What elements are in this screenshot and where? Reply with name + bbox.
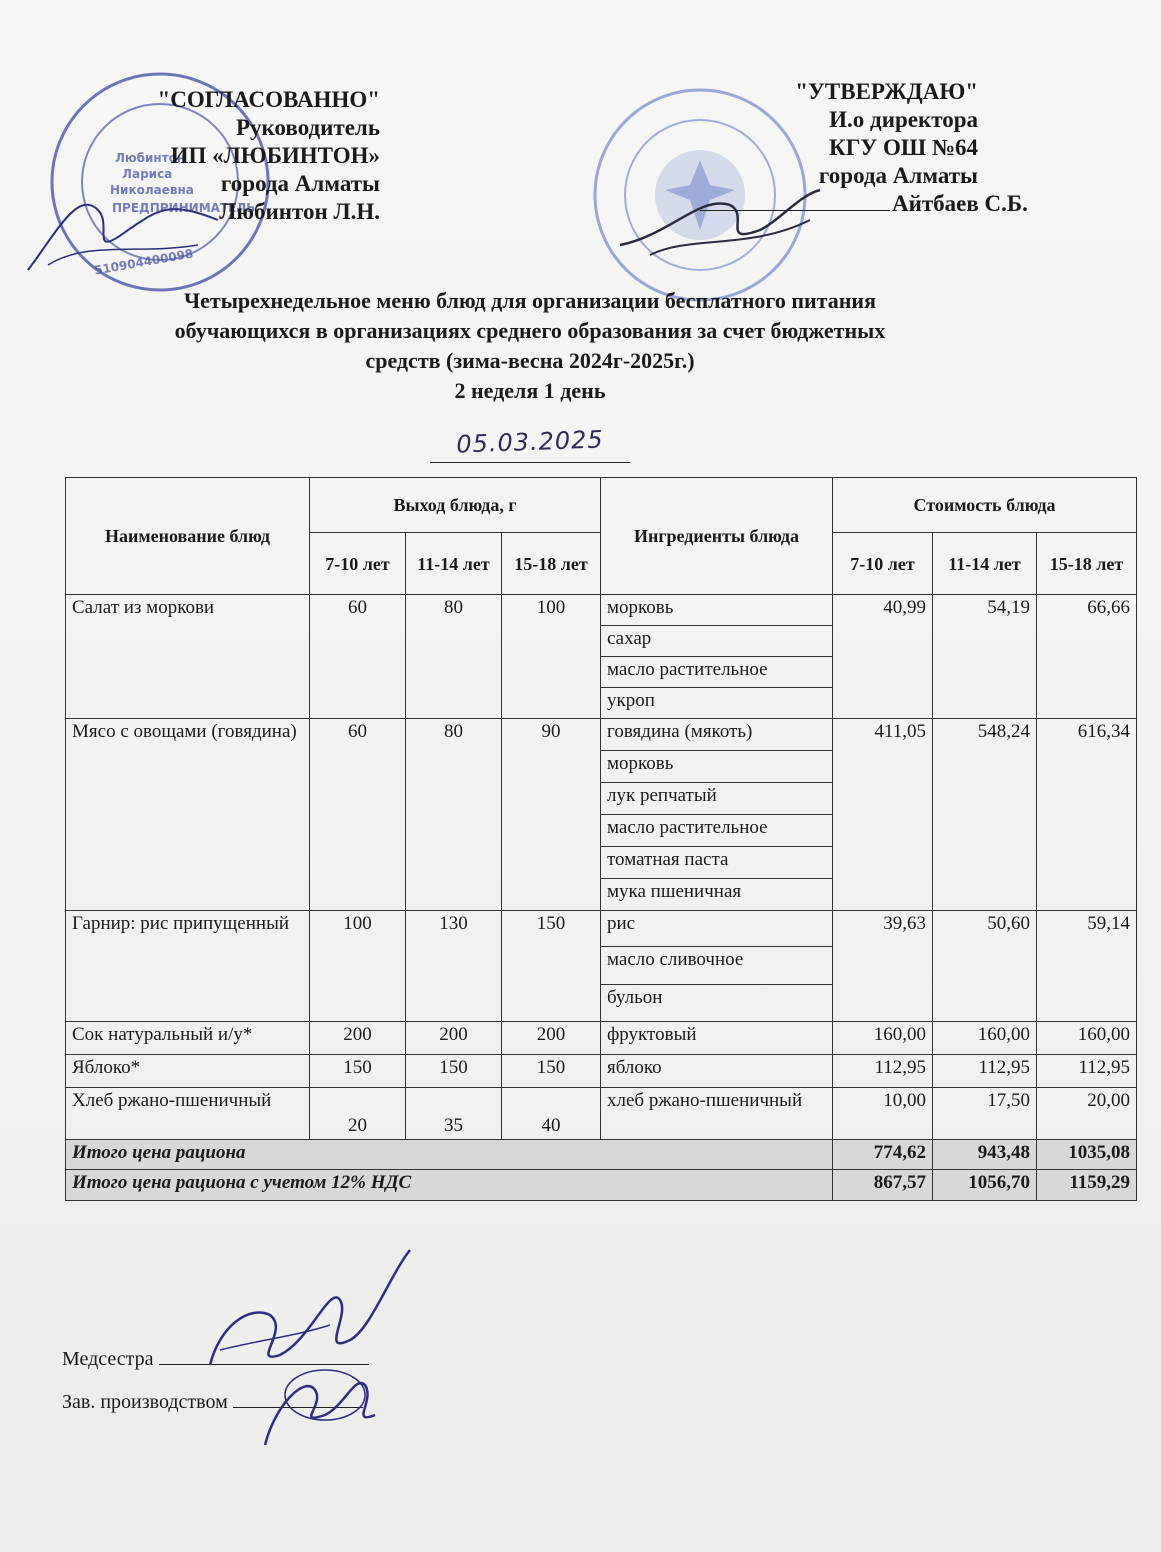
output-11-14: 150	[406, 1055, 502, 1088]
col-header-cost-7-10: 7-10 лет	[833, 533, 933, 595]
output-11-14: 200	[406, 1022, 502, 1055]
output-11-14: 35	[406, 1088, 502, 1140]
ingredient: морковь	[601, 751, 833, 783]
menu-table	[65, 477, 1137, 1201]
title-line-1: Четырехнедельное меню блюд для организации бесплатного питания	[183, 288, 876, 313]
ingredient: сахар	[601, 626, 833, 657]
cost-7-10: 411,05	[833, 719, 933, 911]
output-7-10: 60	[310, 719, 406, 911]
table-row	[66, 595, 1137, 626]
output-15-18: 150	[502, 911, 601, 1022]
approve-org: КГУ ОШ №64	[829, 135, 978, 160]
col-header-age-11-14: 11-14 лет	[406, 533, 502, 595]
signature-line	[700, 192, 890, 211]
output-7-10: 150	[310, 1055, 406, 1088]
table-row	[66, 719, 1137, 751]
cost-11-14: 50,60	[933, 911, 1037, 1022]
cost-7-10: 39,63	[833, 911, 933, 1022]
document-title	[70, 286, 990, 406]
agreed-position: Руководитель	[236, 115, 380, 140]
col-header-name: Наименование блюд	[66, 478, 310, 595]
dish-name: Гарнир: рис припущенный	[66, 911, 310, 1022]
approve-person-line	[700, 190, 1028, 218]
cost-7-10: 112,95	[833, 1055, 933, 1088]
title-line-4: 2 неделя 1 день	[454, 378, 606, 403]
ingredient: морковь	[601, 595, 833, 626]
col-header-cost-15-18: 15-18 лет	[1037, 533, 1137, 595]
ingredient: масло растительное	[601, 657, 833, 688]
ingredient: масло растительное	[601, 815, 833, 847]
cost-15-18: 616,34	[1037, 719, 1137, 911]
date-text: 05.03.2025	[455, 425, 605, 459]
handwritten-date	[430, 425, 630, 463]
output-15-18: 200	[502, 1022, 601, 1055]
output-15-18: 40	[502, 1088, 601, 1140]
agreed-company: ИП «ЛЮБИНТОН»	[170, 143, 380, 168]
approve-label: "УТВЕРЖДАЮ"	[795, 79, 978, 104]
total-row	[66, 1140, 1137, 1170]
total-vat-label: Итого цена рациона с учетом 12% НДС	[66, 1170, 833, 1201]
cost-11-14: 160,00	[933, 1022, 1037, 1055]
ingredient: хлеб ржано-пшеничный	[601, 1088, 833, 1140]
output-11-14: 80	[406, 719, 502, 911]
ingredient: яблоко	[601, 1055, 833, 1088]
production-head-label: Зав. производством	[62, 1391, 228, 1413]
approve-position: И.о директора	[829, 107, 978, 132]
signature-production-head	[255, 1345, 395, 1455]
ingredient: лук репчатый	[601, 783, 833, 815]
svg-text:Лариса: Лариса	[122, 167, 173, 181]
total-vat-row	[66, 1170, 1137, 1201]
agreed-label: "СОГЛАСОВАННО"	[157, 87, 380, 112]
table-row	[66, 1022, 1137, 1055]
output-15-18: 150	[502, 1055, 601, 1088]
cost-7-10: 40,99	[833, 595, 933, 719]
svg-text:510904400098: 510904400098	[93, 246, 195, 278]
approval-block-right	[700, 78, 1028, 218]
col-header-ingredients: Ингредиенты блюда	[601, 478, 833, 595]
ingredient: рис	[601, 911, 833, 947]
ingredient: фруктовый	[601, 1022, 833, 1055]
svg-text:ПРЕДПРИНИМАТЕЛЬ: ПРЕДПРИНИМАТЕЛЬ	[112, 201, 256, 215]
output-11-14: 130	[406, 911, 502, 1022]
table-row	[66, 911, 1137, 947]
output-7-10: 200	[310, 1022, 406, 1055]
cost-7-10: 10,00	[833, 1088, 933, 1140]
ingredient: масло сливочное	[601, 947, 833, 985]
agreed-person: Любинтон Л.Н.	[219, 199, 380, 224]
total-label: Итого цена рациона	[66, 1140, 833, 1170]
dish-name: Салат из моркови	[66, 595, 310, 719]
title-line-2: обучающихся в организациях среднего образования за счет бюджетных	[174, 318, 886, 343]
dish-name: Яблоко*	[66, 1055, 310, 1088]
col-header-output: Выход блюда, г	[310, 478, 601, 533]
approval-block-left	[100, 86, 380, 226]
nurse-label: Медсестра	[62, 1348, 154, 1370]
agreed-city: города Алматы	[220, 171, 380, 196]
total-11-14: 943,48	[933, 1140, 1037, 1170]
cost-15-18: 160,00	[1037, 1022, 1137, 1055]
output-7-10: 60	[310, 595, 406, 719]
output-7-10: 100	[310, 911, 406, 1022]
col-header-cost-11-14: 11-14 лет	[933, 533, 1037, 595]
approve-person: Айтбаев С.Б.	[892, 191, 1028, 216]
cost-11-14: 112,95	[933, 1055, 1037, 1088]
cost-15-18: 66,66	[1037, 595, 1137, 719]
output-7-10: 20	[310, 1088, 406, 1140]
svg-text:Любинтон: Любинтон	[115, 151, 186, 165]
table-row	[66, 1055, 1137, 1088]
col-header-age-7-10: 7-10 лет	[310, 533, 406, 595]
ingredient: укроп	[601, 688, 833, 719]
dish-name: Сок натуральный и/у*	[66, 1022, 310, 1055]
col-header-age-15-18: 15-18 лет	[502, 533, 601, 595]
ingredient: говядина (мякоть)	[601, 719, 833, 751]
table-row	[66, 1088, 1137, 1140]
total-15-18: 1035,08	[1037, 1140, 1137, 1170]
dish-name: Хлеб ржано-пшеничный	[66, 1088, 310, 1140]
total-vat-7-10: 867,57	[833, 1170, 933, 1201]
approve-city: города Алматы	[818, 163, 978, 188]
output-11-14: 80	[406, 595, 502, 719]
total-7-10: 774,62	[833, 1140, 933, 1170]
cost-15-18: 59,14	[1037, 911, 1137, 1022]
cost-11-14: 548,24	[933, 719, 1037, 911]
output-15-18: 90	[502, 719, 601, 911]
total-vat-11-14: 1056,70	[933, 1170, 1037, 1201]
output-15-18: 100	[502, 595, 601, 719]
title-line-3: средств (зима-весна 2024г-2025г.)	[365, 348, 695, 373]
cost-11-14: 54,19	[933, 595, 1037, 719]
total-vat-15-18: 1159,29	[1037, 1170, 1137, 1201]
ingredient: томатная паста	[601, 847, 833, 879]
cost-7-10: 160,00	[833, 1022, 933, 1055]
col-header-cost: Стоимость блюда	[833, 478, 1137, 533]
svg-text:Николаевна: Николаевна	[110, 183, 194, 197]
dish-name: Мясо с овощами (говядина)	[66, 719, 310, 911]
ingredient: мука пшеничная	[601, 879, 833, 911]
ingredient: бульон	[601, 985, 833, 1022]
cost-11-14: 17,50	[933, 1088, 1037, 1140]
cost-15-18: 20,00	[1037, 1088, 1137, 1140]
cost-15-18: 112,95	[1037, 1055, 1137, 1088]
